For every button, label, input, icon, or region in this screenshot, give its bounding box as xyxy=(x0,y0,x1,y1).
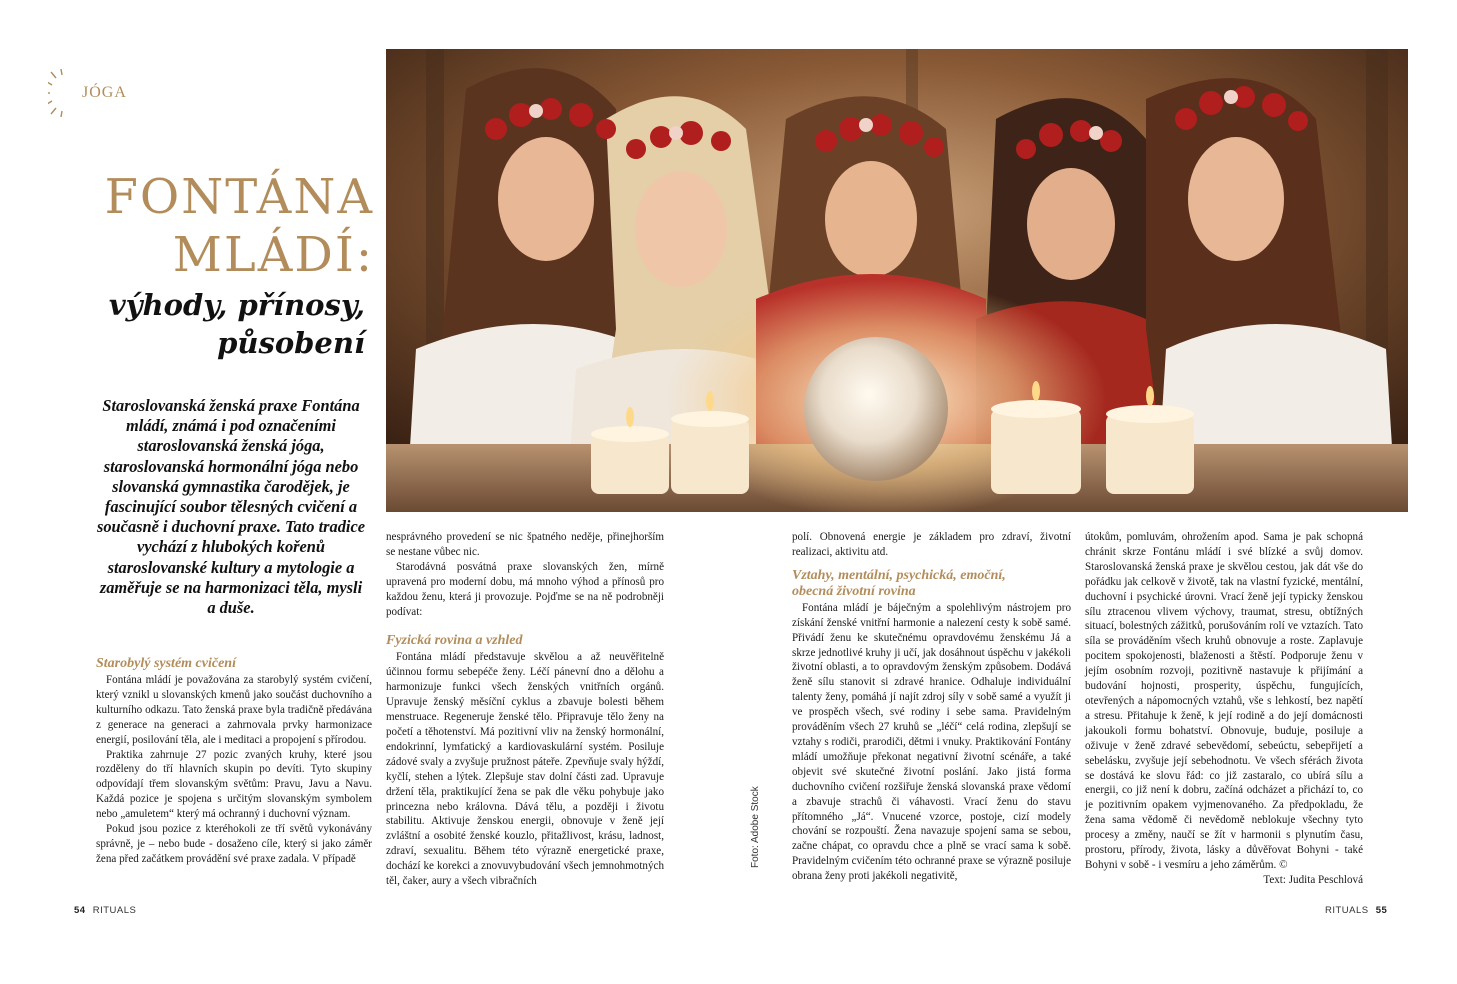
end-mark: © xyxy=(1279,858,1288,871)
photo-credit: Foto: Adobe Stock xyxy=(750,786,761,868)
heading-physical: Fyzická rovina a vzhled xyxy=(386,633,523,649)
paragraph: Pokud jsou pozice z kteréhokoli ze tří světů vykonávány správně, je – nebo bude - dosaženo cíle, který si jako záměr žena před začátkem provádění své praxe zadala. V případě xyxy=(96,823,372,865)
magazine-name: RITUALS xyxy=(92,905,137,916)
author-credit: Text: Judita Peschlová xyxy=(1263,873,1363,886)
column-4 xyxy=(1085,530,1363,888)
column-2 xyxy=(386,530,664,889)
headline-line2: MLÁDÍ: xyxy=(172,227,374,283)
lead-paragraph: Staroslovanská ženská praxe Fontána mládí, známá i pod označeními staroslovanská ženská jóga, staroslovanská hormonální jóga nebo slovanská gymnastika čarodějek, je fascinující soubor tělesných cvičení a současně i duchovní praxe. Tato tradice vychází z hlubokých kořenů staroslovanské kultury a mytologie a zaměřuje se na harmonizaci těla, mysli a duše. xyxy=(96,396,366,618)
sun-icon xyxy=(48,68,76,118)
magazine-name: RITUALS xyxy=(1325,905,1369,916)
heading-line: Vztahy, mentální, psychická, emoční, xyxy=(792,567,1006,583)
paragraph: Starodávná posvátná praxe slovanských žen, mírně upravená pro moderní dobu, má mnoho výhod a přínosů pro každou ženu, která ji provozuje. Pojďme se na ně podrobněji podívat: xyxy=(386,560,664,618)
subheadline-line1: výhody, přínosy, xyxy=(108,288,365,322)
heading-relationships xyxy=(792,568,1071,600)
hero-photo xyxy=(386,49,1408,512)
page-number: 54 xyxy=(74,905,86,916)
page-number: 55 xyxy=(1375,905,1388,916)
paragraph xyxy=(1085,530,1363,873)
paragraph: Fontána mládí je považována za starobylý systém cvičení, který vznikl u slovanských kmenů jako součást duchovního a kulturního odkazu. Tato ženská praxe byla tradičně předávána z generace na generaci a zahrnovala prvky harmonizace energií, posilování těla, ale i meditaci a propojení s přírodou. xyxy=(96,674,372,746)
section-title: JÓGA xyxy=(82,84,127,101)
section-label xyxy=(48,68,127,118)
headline-line1: FONTÁNA xyxy=(104,169,374,225)
paragraph: Praktika zahrnuje 27 pozic zvaných kruhy, které jsou rozděleny do tří hlavních skupin po devíti. Tyto skupiny odpovídají třem slovanským světům: Pravu, Javu a Navu. Každá pozice je spojena s určitým slovanským symbolem nebo „amuletem“ který má ochranný i duchovní význam. xyxy=(96,748,372,821)
subheadline-line2: působení xyxy=(217,326,365,360)
paragraph: polí. Obnovená energie je základem pro zdraví, životní realizaci, aktivitu atd. xyxy=(792,531,1071,558)
column-1 xyxy=(96,656,372,867)
paragraph: Fontána mládí představuje skvělou a až neuvěřitelně účinnou formu sebepéče ženy. Léčí pánevní dno a dělohu a harmonizuje funkci všech ženských vnitřních orgánů. Upravuje ženský měsíční cyklus a zbavuje bolesti během menstruace. Regeneruje ženské tělo. Připravuje tělo ženy na početí a těhotenství. Má pozitivní vliv na ženský hormonální, endokrinní, lymfatický a kardiovaskulární systém. Posiluje zádové svaly a zvyšuje pružnost páteře. Zpevňuje svaly hýždí, kyčlí, stehen a lýtek. Zlepšuje stav dolní části zad. Upravuje držení těla, praktikující žena se pak dle věku pohybuje jako princezna nebo královna. Dává tělu, a později i životu stabilitu. Aktivuje ženskou energii, obnovuje v ženě její zvláštní a osobité ženské kouzlo, přitažlivost, krásu, ladnost, zdraví, sexualitu. Během této výrazně energetické praxe, dochází ke korekci a znovuvybudování všech jemnohmotných těl, čaker, aury a všech vibračních xyxy=(386,651,664,888)
paragraph: Fontána mládí je báječným a spolehlivým nástrojem pro získání ženské vnitřní harmonie a nalezení cesty k sobě samé. Přivádí ženu ke skutečnému opravdovému ženskému Já a skrze jednotlivé kruhy ji učí, jak dosáhnout úspěchu v jakékoli životní oblasti, a to opravdovým ženským způsobem. Dodává ženě sílu stanovit si zdravé hranice. Odhaluje individuální talenty ženy, pomáhá jí najít zdroj síly v sobě samé a využít ji ve prospěch všech, své rodiny i sebe sama. Pravidelným prováděním všech 27 kruhů se „léčí“ celá rodina, zlepšují se vztahy s rodiči, prarodiči, dětmi i vnuky. Praktikování Fontány mládí umožňuje překonat negativní životní scénáře, a také objevit své skutečné životní poslání. Jako jistá forma duchovního cvičení rozšiřuje ženská slovanská praxe vědomí a zbavuje strachů či váhavosti. Vrací ženu do stavu přítomného „Já“. Vnucené vzorce, postoje, cizí modely chování se rozpouští. Žena navazuje spojení sama se sebou, začne chápat, co opravdu chce a plně se vrací sama k sobě. Pravidelným cvičením této ochranné praxe se výrazně posiluje obrana ženy proti jakékoli negativitě, xyxy=(792,601,1071,883)
paragraph-text: útokům, pomluvám, ohrožením apod. Sama je pak schopná chránit skrze Fontánu mládí i své blízké a svůj domov. Staroslovanská ženská praxe je skvělou cestou, jak dát vše do pořádku jak celkově v životě, tak na vlastní fyzické, mentální, duchovní i psychické úrovni. Vrací ženě její typicky ženskou sílu ztracenou vlivem výchovy, traumat, stresu, obtížných situací, bolestných zážitků, porušováním rolí ve vztazích. Tato síla se prováděním všech kruhů obnovuje a roste. Zaplavuje pocitem spokojenosti, blaženosti a štěstí. Podporuje ženu v jejím osobním rozvoji, pozitivně nastavuje k přijímání a budování hojnosti, prosperity, úspěchu, fungujících, otevřených a nápomocných vztahů, vše s lehkostí, bez napětí a stresu. Přitahuje k ženě, k její rodině a do její domácnosti jakoukoli formu bohatství. Obnovuje, buduje, posiluje a oživuje v ženě zdravé sebevědomí, sebeúctu, sebepřijetí a sebelásku, zvyšuje její sebehodnotu. Ve všech sférách života se dostává ke slovu řád: co již zastaralo, co ubírá sílu a energii, co již není k dobru, začíná odcházet a přichází to, co je pozitivním opakem vyjmenovaného. Za předpokladu, že žena sama vědomě či nevědomě neblokuje všechny tyto procesy a změny, naučí se žít v harmonii s plynutím času, prostoru, přírody, života, lásky a důvěřovat Bohyni - také Bohyni v sobě - i vesmíru a jeho záměrům. xyxy=(1085,531,1363,871)
paragraph: nesprávného provedení se nic špatného neděje, přinejhorším se nestane vůbec nic. xyxy=(386,531,664,558)
photo-illustration xyxy=(386,49,1408,512)
footer-left xyxy=(74,905,136,916)
heading-line: obecná životní rovina xyxy=(792,583,916,599)
subheadline xyxy=(60,286,365,362)
column-3 xyxy=(792,530,1071,884)
headline xyxy=(60,168,374,284)
heading-ancient-system: Starobylý systém cvičení xyxy=(96,656,236,671)
footer-right xyxy=(1325,905,1387,916)
